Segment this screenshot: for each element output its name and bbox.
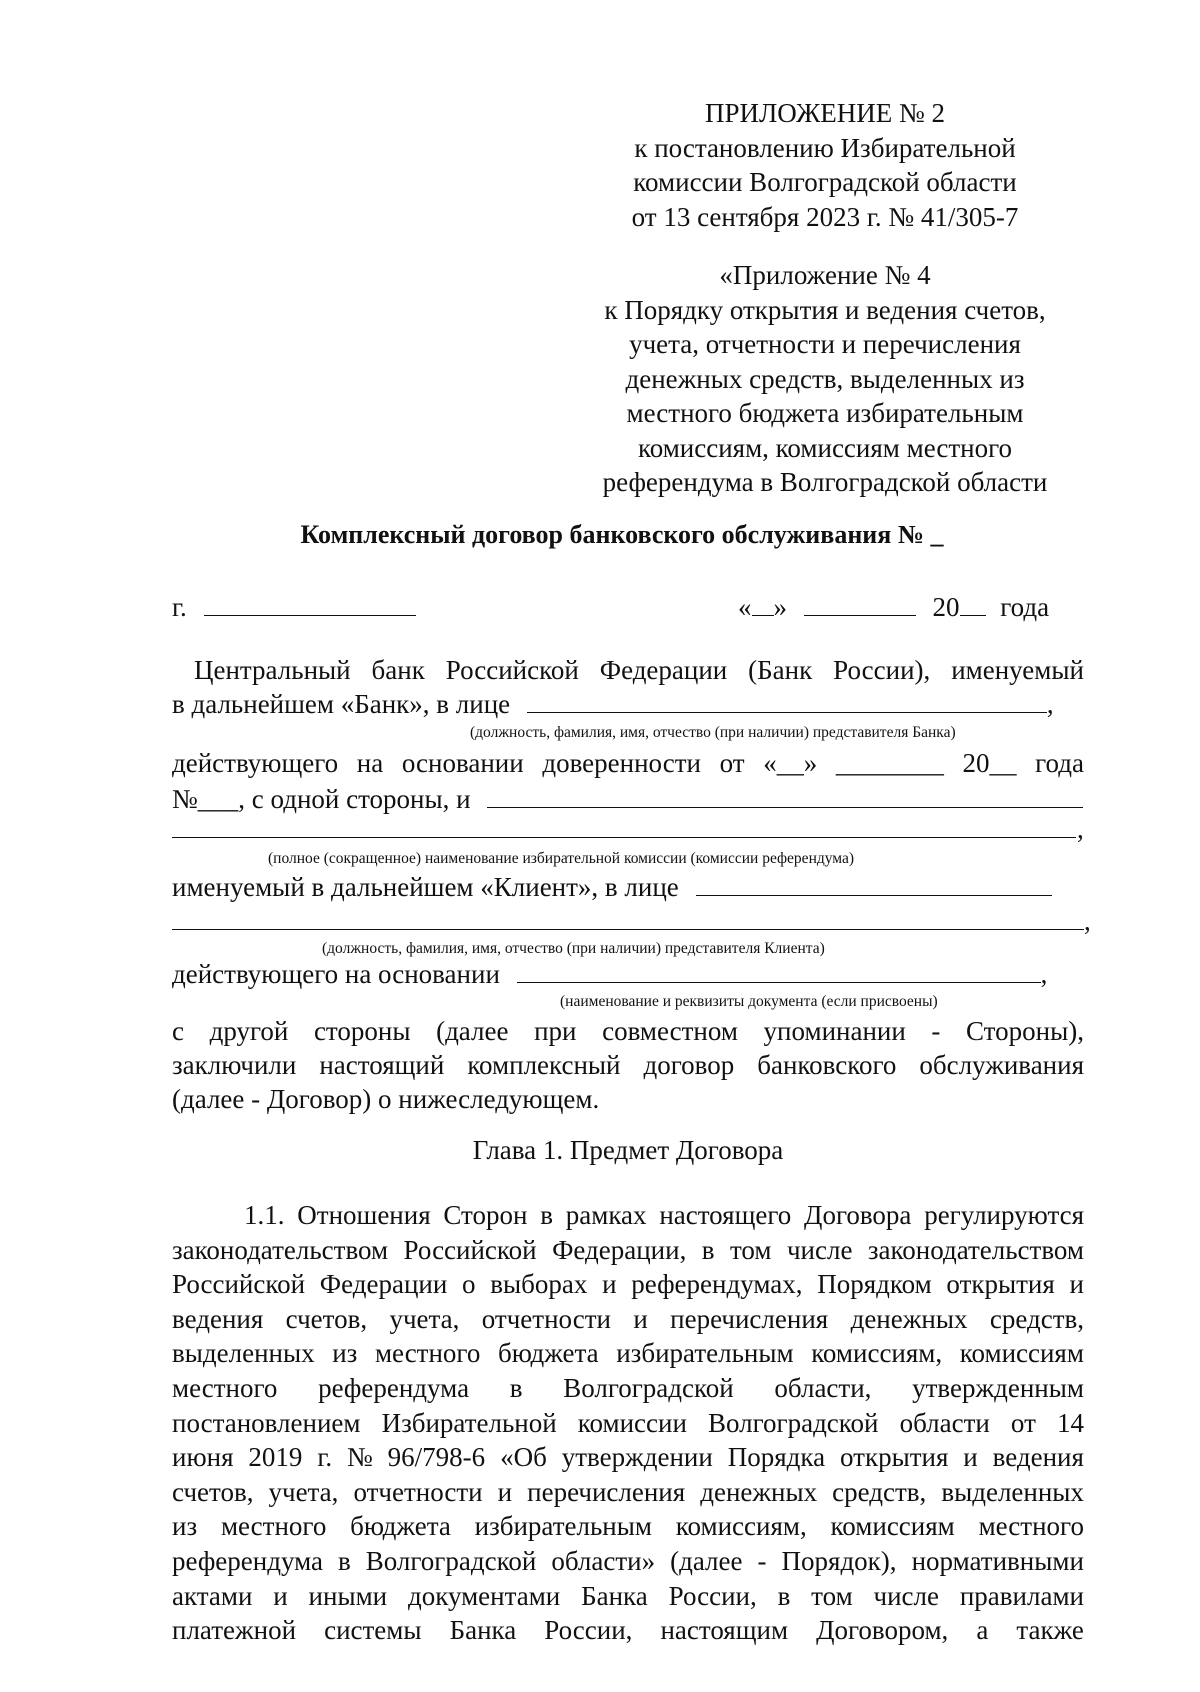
word: и	[497, 1476, 513, 1507]
word: учета,	[389, 1303, 460, 1334]
word: в	[338, 1545, 351, 1576]
word: настоящий	[319, 1050, 445, 1080]
word: от	[719, 748, 745, 778]
word: актами	[172, 1580, 253, 1611]
word: (далее	[670, 1545, 743, 1576]
word: другой	[209, 1016, 289, 1046]
hint-document-details: (наименование и реквизиты документа (если присвоены)	[560, 993, 938, 1010]
word: платежной	[172, 1615, 297, 1646]
word: том	[811, 1580, 853, 1611]
word: при	[534, 1016, 577, 1046]
word: счетов,	[172, 1476, 254, 1507]
word: выборах	[490, 1269, 588, 1300]
word: от	[1010, 1407, 1036, 1438]
hint-commission-name: (полное (сокращенное) наименование избирательной комиссии (комиссии референдума)	[268, 850, 855, 867]
word: Договором,	[816, 1615, 949, 1646]
paragraph-line	[172, 1579, 1084, 1614]
procedure-appendix-header	[595, 258, 1055, 500]
date-line	[738, 590, 1049, 624]
word: и	[1069, 1269, 1084, 1300]
procedure-header-line: комиссиям, комиссиям местного	[637, 432, 1012, 463]
word: Банка	[581, 1580, 648, 1611]
word: в	[540, 1200, 553, 1230]
comma: ,	[1084, 906, 1091, 936]
power-of-attorney-month: ________	[835, 748, 944, 778]
word: местного	[374, 1338, 481, 1369]
date-quote-open: «	[738, 592, 752, 622]
client-representative-field-continued[interactable]	[172, 929, 1084, 930]
parties-line-3	[172, 746, 1084, 780]
word: выделенных	[941, 1476, 1084, 1507]
word: Российской	[403, 1234, 537, 1265]
word: России),	[833, 655, 931, 685]
parties-line-10	[172, 1048, 1084, 1082]
word: совместном	[602, 1016, 738, 1046]
parties-line-1	[194, 653, 1084, 687]
appendix-number: ПРИЛОЖЕНИЕ № 2	[704, 98, 946, 128]
parties-line-11: (далее - Договор) о нижеследующем.	[172, 1084, 600, 1114]
word: комиссиям	[959, 1338, 1084, 1369]
word: перечисления	[670, 1303, 829, 1334]
client-basis-field[interactable]	[517, 958, 1041, 983]
word: законодательством	[172, 1234, 389, 1265]
word: правилами	[959, 1580, 1084, 1611]
chapter-title: Глава 1. Предмет Договора	[472, 1135, 784, 1165]
word: упоминании	[763, 1016, 906, 1046]
word: области,	[774, 1372, 872, 1403]
client-basis-label: действующего на основании	[172, 959, 500, 989]
procedure-header-line: учета, отчетности и перечисления	[629, 329, 1021, 359]
word: 1.1.	[244, 1200, 285, 1230]
client-representative-field[interactable]	[696, 871, 1052, 896]
city-prefix: г.	[172, 592, 187, 622]
paragraph-line	[172, 1302, 1084, 1337]
appendix-header-line: к постановлению Избирательной	[634, 132, 1016, 163]
word: бюджета	[497, 1338, 599, 1369]
word: законодательством	[867, 1234, 1084, 1265]
word: Договора	[804, 1200, 912, 1230]
procedure-header-line: референдума в Волгоградской области	[602, 467, 1048, 497]
paragraph-line	[172, 1371, 1084, 1406]
word: г.	[317, 1442, 333, 1473]
procedure-appendix-number: «Приложение № 4	[719, 260, 931, 290]
word: Российской	[172, 1269, 306, 1300]
commission-name-field[interactable]	[487, 783, 1083, 808]
word: комиссии	[577, 1407, 687, 1438]
month-field[interactable]	[804, 591, 916, 616]
paragraph-line	[172, 1509, 1084, 1544]
word: заключили	[172, 1050, 297, 1080]
city-field[interactable]	[204, 591, 416, 616]
year-field[interactable]	[960, 591, 986, 616]
place-line	[172, 590, 416, 624]
word: области	[899, 1407, 990, 1438]
hint-bank-representative: (должность, фамилия, имя, отчество (при наличии) представителя Банка)	[470, 724, 956, 741]
word: местного	[978, 1511, 1084, 1542]
word: настоящим	[660, 1615, 789, 1646]
word: Федерации	[319, 1269, 448, 1300]
word: Порядка	[727, 1442, 826, 1473]
word: нормативными	[911, 1545, 1084, 1576]
word: средств,	[989, 1303, 1084, 1334]
word: средств,	[832, 1476, 927, 1507]
word: из	[332, 1338, 358, 1369]
word: договор	[643, 1050, 735, 1080]
word: области»	[551, 1545, 656, 1576]
parties-line-8	[172, 957, 1047, 991]
word: (Банк	[748, 655, 813, 685]
word: Волгоградской	[365, 1545, 537, 1576]
first-party-label: №___, с одной стороны, и	[172, 784, 471, 814]
day-field[interactable]	[752, 591, 774, 616]
word: в	[777, 1580, 791, 1611]
word: из	[172, 1511, 198, 1542]
word: 96/798-6	[387, 1442, 486, 1473]
word: Сторон	[443, 1200, 528, 1230]
word: июня	[172, 1442, 234, 1473]
word: открытия	[946, 1269, 1055, 1300]
word: комиссиям,	[811, 1338, 943, 1369]
word: доверенности	[542, 748, 701, 778]
word: Порядок),	[781, 1545, 897, 1576]
word: референдумах,	[631, 1269, 803, 1300]
client-representative-label: именуемый в дальнейшем «Клиент», в лице	[172, 872, 679, 902]
word: Волгоградской	[707, 1407, 879, 1438]
word: стороны	[313, 1016, 411, 1046]
word: перечисления	[527, 1476, 686, 1507]
word: а	[976, 1615, 989, 1646]
word: о	[462, 1269, 476, 1300]
word: с	[172, 1016, 184, 1046]
procedure-header-line: к Порядку открытия и ведения счетов,	[604, 294, 1046, 325]
word: счетов,	[285, 1303, 368, 1334]
word: избирательным	[616, 1338, 794, 1369]
word: 14	[1056, 1407, 1084, 1438]
word: в	[701, 1234, 715, 1265]
word: постановлением	[172, 1407, 361, 1438]
commission-name-field-continued[interactable]	[172, 837, 1076, 838]
paragraph-1-1	[172, 1198, 1084, 1648]
word: Избирательной	[381, 1407, 557, 1438]
word: бюджета	[350, 1511, 451, 1542]
word: и	[633, 1303, 648, 1334]
word: числе	[873, 1580, 940, 1611]
parties-line-6	[172, 870, 1052, 904]
comma: ,	[1040, 959, 1048, 989]
procedure-header-line: местного бюджета избирательным	[626, 398, 1024, 428]
procedure-header-line: денежных средств, выделенных из	[625, 363, 1025, 394]
word: рамках	[565, 1200, 647, 1230]
word: ведения	[992, 1442, 1084, 1473]
paragraph-line	[172, 1336, 1084, 1371]
word: банк	[371, 655, 425, 685]
word: обслуживания	[919, 1050, 1084, 1080]
word: №	[347, 1442, 373, 1473]
parties-line-2	[172, 687, 1054, 721]
word: ведения	[172, 1303, 264, 1334]
hint-client-representative: (должность, фамилия, имя, отчество (при наличии) представителя Клиента)	[322, 940, 825, 957]
word: денежных	[850, 1303, 968, 1334]
word: отчетности	[481, 1303, 611, 1334]
word: -	[757, 1545, 767, 1576]
word: 2019	[248, 1442, 303, 1473]
paragraph-line	[172, 1475, 1084, 1510]
word: Отношения	[297, 1200, 431, 1230]
word: иными	[308, 1580, 388, 1611]
appendix-header-line: комиссии Волгоградской области	[633, 167, 1017, 197]
word: утверждении	[561, 1442, 713, 1473]
word: Банка	[449, 1615, 517, 1646]
word: и	[273, 1580, 288, 1611]
word: отчетности	[353, 1476, 483, 1507]
word: системы	[324, 1615, 422, 1646]
word: также	[1016, 1615, 1084, 1646]
word: Волгоградской	[563, 1372, 734, 1403]
word: (далее	[436, 1016, 509, 1046]
paragraph-line	[172, 1406, 1084, 1441]
word: настоящего	[659, 1200, 792, 1230]
word: в	[509, 1372, 523, 1403]
power-of-attorney-year: 20__	[962, 748, 1017, 778]
word: утвержденным	[912, 1372, 1084, 1403]
paragraph-line	[172, 1440, 1084, 1475]
date-quote-close: »	[773, 592, 787, 622]
word: избирательным	[474, 1511, 652, 1542]
word: выделенных	[172, 1338, 315, 1369]
word: России,	[544, 1615, 633, 1646]
parties-line-4	[172, 782, 1083, 816]
paragraph-line	[172, 1613, 1084, 1648]
word: местного	[220, 1511, 327, 1542]
word: том	[729, 1234, 772, 1265]
word: действующего	[172, 748, 339, 778]
paragraph-line	[172, 1544, 1084, 1579]
word: именуемый	[951, 655, 1084, 685]
power-of-attorney-day: «__»	[763, 748, 818, 778]
year-prefix: 20	[932, 592, 960, 622]
word: комиссиям	[830, 1511, 955, 1542]
appendix-header-line: от 13 сентября 2023 г. № 41/305-7	[631, 201, 1019, 232]
comma: ,	[1077, 814, 1084, 844]
comma: ,	[1046, 689, 1054, 719]
word: денежных	[700, 1476, 818, 1507]
bank-representative-label: в дальнейшем «Банк», в лице	[172, 689, 511, 719]
word: местного	[172, 1372, 278, 1403]
paragraph-line	[172, 1233, 1084, 1268]
word: года	[1035, 748, 1084, 778]
appendix-header	[600, 96, 1050, 234]
word: банковского	[757, 1050, 897, 1080]
word: регулируются	[924, 1200, 1084, 1230]
word: Российской	[445, 655, 579, 685]
word: Центральный	[194, 655, 351, 685]
word: учета,	[268, 1476, 339, 1507]
word: референдума	[318, 1372, 470, 1403]
word: документами	[407, 1580, 561, 1611]
word: «Об	[500, 1442, 547, 1473]
word: Порядком	[817, 1269, 932, 1300]
contract-title: Комплексный договор банковского обслуживания № _	[300, 520, 944, 549]
word: основании	[401, 748, 524, 778]
bank-representative-field[interactable]	[527, 688, 1047, 713]
word: референдума	[172, 1545, 323, 1576]
word: России,	[668, 1580, 757, 1611]
word: -	[931, 1016, 941, 1046]
word: числе	[786, 1234, 853, 1265]
word: Федерации	[599, 655, 728, 685]
year-suffix: года	[1000, 592, 1050, 622]
word: на	[356, 748, 384, 778]
word: и	[602, 1269, 617, 1300]
word: Стороны),	[966, 1016, 1084, 1046]
word: Федерации,	[552, 1234, 687, 1265]
paragraph-line	[172, 1267, 1084, 1302]
word: комиссиям,	[675, 1511, 807, 1542]
word: и	[963, 1442, 978, 1473]
paragraph-line	[172, 1198, 1084, 1233]
word: открытия	[840, 1442, 949, 1473]
parties-line-9	[172, 1014, 1084, 1048]
word: комплексный	[467, 1050, 621, 1080]
